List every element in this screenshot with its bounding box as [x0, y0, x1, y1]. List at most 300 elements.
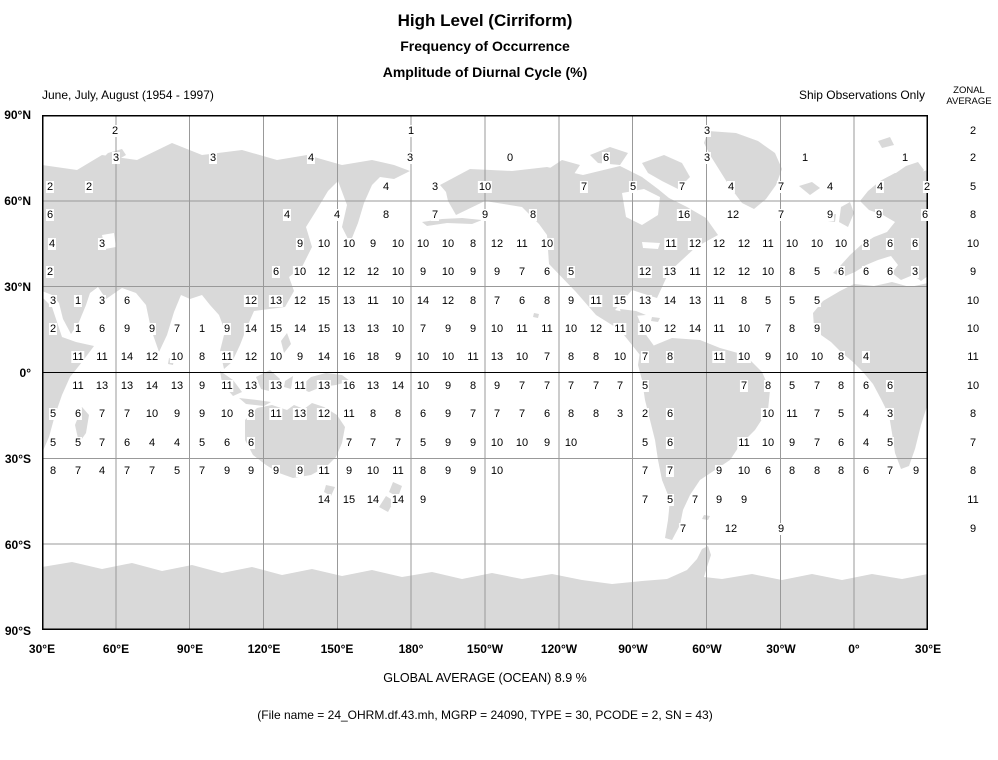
- grid-value: 9: [223, 323, 231, 335]
- grid-value: 14: [145, 380, 159, 392]
- lat-axis-label: 60°N: [4, 194, 31, 208]
- grid-value: 7: [886, 465, 894, 477]
- grid-value: 9: [198, 380, 206, 392]
- grid-value: 10: [515, 437, 529, 449]
- grid-value: 11: [713, 295, 725, 307]
- grid-value: 14: [366, 494, 380, 506]
- grid-value: 12: [244, 295, 258, 307]
- grid-value: 7: [123, 465, 131, 477]
- grid-value: 3: [112, 152, 120, 164]
- grid-value: 8: [764, 380, 772, 392]
- grid-value: 10: [515, 351, 529, 363]
- grid-value: 13: [342, 295, 356, 307]
- grid-value: 8: [788, 323, 796, 335]
- grid-value: 3: [703, 125, 711, 137]
- grid-value: 6: [223, 437, 231, 449]
- lon-axis-label: 90°W: [618, 642, 648, 656]
- grid-value: 6: [862, 266, 870, 278]
- grid-value: 7: [764, 323, 772, 335]
- grid-value: 5: [886, 437, 894, 449]
- grid-value: 11: [541, 323, 553, 335]
- grid-value: 14: [317, 494, 331, 506]
- grid-value: 11: [72, 380, 84, 392]
- grid-value: 13: [120, 380, 134, 392]
- lon-axis-label: 120°E: [247, 642, 281, 656]
- grid-value: 5: [641, 380, 649, 392]
- grid-value: 10: [441, 238, 455, 250]
- grid-value: 8: [837, 380, 845, 392]
- grid-value: 8: [837, 465, 845, 477]
- grid-value: 9: [826, 209, 834, 221]
- grid-value: 9: [444, 408, 452, 420]
- grid-value: 11: [689, 266, 701, 278]
- grid-value: 13: [366, 380, 380, 392]
- grid-value: 8: [788, 266, 796, 278]
- grid-value: 10: [220, 408, 234, 420]
- grid-value: 10: [170, 351, 184, 363]
- grid-value: 9: [419, 494, 427, 506]
- grid-value: 11: [96, 351, 108, 363]
- grid-value: 5: [837, 408, 845, 420]
- grid-value: 10: [342, 238, 356, 250]
- grid-value: 3: [911, 266, 919, 278]
- grid-value: 9: [764, 351, 772, 363]
- grid-value: 9: [788, 437, 796, 449]
- grid-value: 14: [391, 380, 405, 392]
- grid-value: 7: [74, 465, 82, 477]
- grid-value: 4: [727, 181, 735, 193]
- grid-value: 10: [737, 323, 751, 335]
- grid-value: 6: [862, 380, 870, 392]
- grid-value: 9: [875, 209, 883, 221]
- grid-value: 8: [469, 295, 477, 307]
- grid-value: 10: [737, 351, 751, 363]
- grid-value: 2: [46, 266, 54, 278]
- lat-axis-label: 0°: [19, 366, 31, 380]
- grid-value: 2: [46, 181, 54, 193]
- grid-value: 11: [72, 351, 84, 363]
- grid-value: 3: [209, 152, 217, 164]
- grid-value: 14: [391, 494, 405, 506]
- grid-value: 15: [613, 295, 627, 307]
- grid-value: 10: [441, 266, 455, 278]
- grid-value: 10: [810, 351, 824, 363]
- grid-value: 4: [862, 437, 870, 449]
- grid-value: 7: [691, 494, 699, 506]
- grid-value: 11: [614, 323, 626, 335]
- grid-value: 4: [148, 437, 156, 449]
- grid-value: 7: [518, 408, 526, 420]
- grid-value: 11: [367, 295, 379, 307]
- grid-value: 10: [293, 266, 307, 278]
- grid-value: 4: [876, 181, 884, 193]
- grid-value: 10: [785, 238, 799, 250]
- grid-value: 7: [777, 209, 785, 221]
- grid-value: 3: [616, 408, 624, 420]
- grid-value: 9: [912, 465, 920, 477]
- grid-value: 10: [145, 408, 159, 420]
- global-average-label: GLOBAL AVERAGE (OCEAN) 8.9 %: [383, 671, 587, 685]
- zonal-average-header-line2: AVERAGE: [946, 96, 992, 107]
- grid-value: 11: [343, 408, 355, 420]
- grid-value: 9: [123, 323, 131, 335]
- zonal-average-value: 2: [969, 125, 977, 137]
- grid-value: 7: [173, 323, 181, 335]
- grid-value: 10: [441, 351, 455, 363]
- grid-value: 12: [724, 523, 738, 535]
- grid-value: 13: [342, 323, 356, 335]
- grid-value: 7: [641, 465, 649, 477]
- grid-value: 10: [269, 351, 283, 363]
- grid-value: 6: [886, 238, 894, 250]
- grid-value: 13: [269, 380, 283, 392]
- grid-value: 9: [567, 295, 575, 307]
- grid-value: 9: [345, 465, 353, 477]
- grid-value: 8: [740, 295, 748, 307]
- grid-value: 10: [391, 238, 405, 250]
- grid-value: 7: [345, 437, 353, 449]
- grid-value: 13: [688, 295, 702, 307]
- grid-value: 9: [369, 238, 377, 250]
- grid-value: 12: [293, 295, 307, 307]
- grid-value: 8: [862, 238, 870, 250]
- grid-value: 3: [703, 152, 711, 164]
- grid-value: 11: [221, 380, 233, 392]
- grid-value: 12: [317, 266, 331, 278]
- grid-value: 11: [713, 351, 725, 363]
- lon-axis-label: 180°: [398, 642, 424, 656]
- grid-value: 10: [416, 351, 430, 363]
- grid-value: 6: [837, 437, 845, 449]
- zonal-average-value: 10: [966, 380, 980, 392]
- grid-value: 12: [737, 266, 751, 278]
- grid-value: 8: [592, 351, 600, 363]
- grid-value: 3: [406, 152, 414, 164]
- grid-value: 7: [580, 181, 588, 193]
- grid-value: 8: [666, 351, 674, 363]
- grid-value: 6: [74, 408, 82, 420]
- grid-value: 5: [813, 295, 821, 307]
- grid-value: 10: [416, 380, 430, 392]
- grid-value: 4: [173, 437, 181, 449]
- grid-value: 12: [663, 323, 677, 335]
- grid-value: 6: [911, 238, 919, 250]
- file-info-label: (File name = 24_OHRM.df.43.mh, MGRP = 24090, TYPE = 30, PCODE = 2, SN = 43): [257, 708, 713, 722]
- grid-value: 8: [543, 295, 551, 307]
- grid-value: 14: [120, 351, 134, 363]
- grid-value: 5: [641, 437, 649, 449]
- source-label: Ship Observations Only: [798, 88, 925, 102]
- grid-value: 5: [567, 266, 575, 278]
- grid-value: 6: [98, 323, 106, 335]
- grid-value: 6: [921, 209, 929, 221]
- grid-value: 10: [737, 465, 751, 477]
- grid-value: 14: [317, 351, 331, 363]
- grid-value: 6: [123, 437, 131, 449]
- grid-value: 11: [392, 465, 404, 477]
- grid-value: 9: [444, 437, 452, 449]
- grid-value: 13: [663, 266, 677, 278]
- grid-value: 9: [296, 465, 304, 477]
- grid-value: 9: [272, 465, 280, 477]
- grid-value: 13: [170, 380, 184, 392]
- grid-value: 9: [444, 465, 452, 477]
- grid-value: 3: [49, 295, 57, 307]
- grid-value: 7: [813, 408, 821, 420]
- grid-value: 4: [382, 181, 390, 193]
- grid-value: 14: [663, 295, 677, 307]
- zonal-average-header: [940, 85, 998, 107]
- grid-value: 13: [95, 380, 109, 392]
- grid-value: 7: [543, 351, 551, 363]
- grid-value: 7: [641, 351, 649, 363]
- grid-value: 10: [317, 238, 331, 250]
- grid-value: 15: [317, 323, 331, 335]
- grid-value: 5: [198, 437, 206, 449]
- grid-value: 7: [394, 437, 402, 449]
- grid-value: 3: [886, 408, 894, 420]
- grid-value: 12: [441, 295, 455, 307]
- grid-value: 10: [391, 323, 405, 335]
- grid-value: 10: [638, 323, 652, 335]
- grid-value: 12: [145, 351, 159, 363]
- grid-value: 12: [366, 266, 380, 278]
- grid-value: 7: [666, 465, 674, 477]
- grid-value: 6: [543, 408, 551, 420]
- grid-value: 8: [49, 465, 57, 477]
- grid-value: 12: [712, 266, 726, 278]
- grid-value: 16: [342, 380, 356, 392]
- grid-value: 4: [283, 209, 291, 221]
- grid-value: 13: [269, 295, 283, 307]
- lon-axis-label: 30°E: [914, 642, 942, 656]
- grid-value: 1: [74, 323, 82, 335]
- lon-axis-label: 0°: [848, 642, 860, 656]
- grid-value: 3: [98, 238, 106, 250]
- grid-value: 9: [223, 465, 231, 477]
- zonal-average-value: 8: [969, 209, 977, 221]
- lat-axis-label: 90°S: [4, 624, 31, 638]
- zonal-average-value: 9: [969, 266, 977, 278]
- grid-value: 4: [307, 152, 315, 164]
- grid-value: 9: [715, 494, 723, 506]
- grid-value: 8: [529, 209, 537, 221]
- grid-value: 10: [761, 408, 775, 420]
- grid-value: 6: [543, 266, 551, 278]
- grid-value: 12: [737, 238, 751, 250]
- grid-value: 8: [419, 465, 427, 477]
- grid-value: 10: [540, 238, 554, 250]
- grid-value: 1: [407, 125, 415, 137]
- page-subtitle-1: Frequency of Occurrence: [400, 38, 570, 54]
- grid-value: 9: [740, 494, 748, 506]
- grid-value: 7: [518, 266, 526, 278]
- grid-value: 5: [788, 295, 796, 307]
- grid-value: 8: [837, 351, 845, 363]
- grid-value: 14: [688, 323, 702, 335]
- grid-value: 12: [244, 351, 258, 363]
- grid-value: 15: [317, 295, 331, 307]
- zonal-average-value: 10: [966, 323, 980, 335]
- grid-value: 12: [490, 238, 504, 250]
- grid-value: 9: [444, 380, 452, 392]
- grid-value: 9: [469, 323, 477, 335]
- grid-value: 2: [111, 125, 119, 137]
- grid-value: 11: [738, 437, 750, 449]
- land-sri-lanka: [168, 358, 174, 365]
- grid-value: 6: [247, 437, 255, 449]
- lat-axis-label: 60°S: [4, 538, 31, 552]
- zonal-average-value: 10: [966, 238, 980, 250]
- grid-value: 10: [761, 437, 775, 449]
- grid-value: 9: [198, 408, 206, 420]
- grid-value: 8: [198, 351, 206, 363]
- grid-value: 6: [862, 465, 870, 477]
- page-subtitle-2: Amplitude of Diurnal Cycle (%): [382, 64, 588, 80]
- grid-value: 10: [761, 266, 775, 278]
- page-title: High Level (Cirriform): [397, 11, 573, 30]
- grid-value: 1: [74, 295, 82, 307]
- great-lakes: [642, 242, 660, 249]
- grid-value: 7: [123, 408, 131, 420]
- grid-value: 10: [391, 266, 405, 278]
- grid-value: 13: [244, 380, 258, 392]
- grid-value: 1: [198, 323, 206, 335]
- grid-value: 11: [713, 323, 725, 335]
- grid-value: 16: [342, 351, 356, 363]
- grid-value: 15: [342, 494, 356, 506]
- grid-value: 13: [366, 323, 380, 335]
- grid-value: 11: [516, 323, 528, 335]
- grid-value: 6: [886, 266, 894, 278]
- lon-axis-label: 60°W: [692, 642, 722, 656]
- grid-value: 5: [813, 266, 821, 278]
- grid-value: 10: [834, 238, 848, 250]
- grid-value: 8: [567, 351, 575, 363]
- zonal-average-value: 2: [969, 152, 977, 164]
- grid-value: 14: [244, 323, 258, 335]
- zonal-average-value: 8: [969, 408, 977, 420]
- grid-value: 13: [638, 295, 652, 307]
- grid-value: 12: [589, 323, 603, 335]
- grid-value: 9: [296, 238, 304, 250]
- grid-value: 9: [493, 266, 501, 278]
- grid-value: 5: [666, 494, 674, 506]
- grid-value: 6: [272, 266, 280, 278]
- grid-value: 10: [490, 465, 504, 477]
- zonal-average-header-line1: ZONAL: [953, 85, 985, 96]
- grid-value: 7: [679, 523, 687, 535]
- grid-value: 12: [317, 408, 331, 420]
- grid-value: 7: [518, 380, 526, 392]
- grid-value: 7: [616, 380, 624, 392]
- grid-value: 9: [173, 408, 181, 420]
- lon-axis-label: 150°E: [320, 642, 354, 656]
- grid-value: 7: [493, 408, 501, 420]
- lat-axis-label: 30°S: [4, 452, 31, 466]
- grid-value: 9: [813, 323, 821, 335]
- grid-value: 14: [293, 323, 307, 335]
- lon-axis-label: 30°W: [766, 642, 796, 656]
- zonal-average-value: 8: [969, 465, 977, 477]
- grid-value: 6: [123, 295, 131, 307]
- grid-value: 7: [98, 437, 106, 449]
- grid-value: 11: [762, 238, 774, 250]
- grid-value: 10: [564, 323, 578, 335]
- zonal-average-value: 11: [967, 494, 979, 506]
- grid-value: 1: [901, 152, 909, 164]
- grid-value: 7: [419, 323, 427, 335]
- grid-value: 7: [678, 181, 686, 193]
- grid-value: 10: [613, 351, 627, 363]
- grid-value: 11: [270, 408, 282, 420]
- lon-axis-label: 60°E: [102, 642, 130, 656]
- grid-value: 6: [46, 209, 54, 221]
- grid-value: 10: [478, 181, 492, 193]
- grid-value: 5: [764, 295, 772, 307]
- grid-value: 8: [813, 465, 821, 477]
- grid-value: 1: [801, 152, 809, 164]
- lon-axis-label: 150°W: [466, 642, 504, 656]
- zonal-average-value: 11: [967, 351, 979, 363]
- zonal-average-value: 7: [969, 437, 977, 449]
- grid-value: 7: [98, 408, 106, 420]
- grid-value: 7: [543, 380, 551, 392]
- grid-value: 9: [543, 437, 551, 449]
- grid-value: 7: [641, 494, 649, 506]
- grid-value: 10: [810, 238, 824, 250]
- grid-value: 4: [862, 408, 870, 420]
- grid-value: 7: [369, 437, 377, 449]
- grid-value: 14: [416, 295, 430, 307]
- lon-axis-label: 120°W: [540, 642, 578, 656]
- grid-value: 2: [923, 181, 931, 193]
- grid-value: 9: [715, 465, 723, 477]
- grid-value: 12: [342, 266, 356, 278]
- grid-value: 9: [394, 351, 402, 363]
- lat-axis-label: 90°N: [4, 108, 31, 122]
- grid-value: 6: [666, 437, 674, 449]
- grid-value: 8: [394, 408, 402, 420]
- lon-axis-label: 90°E: [176, 642, 204, 656]
- grid-value: 7: [777, 181, 785, 193]
- grid-value: 7: [592, 380, 600, 392]
- grid-value: 10: [564, 437, 578, 449]
- grid-value: 8: [788, 465, 796, 477]
- grid-value: 6: [518, 295, 526, 307]
- grid-value: 11: [318, 465, 330, 477]
- grid-value: 6: [837, 266, 845, 278]
- grid-value: 11: [590, 295, 602, 307]
- grid-value: 11: [786, 408, 798, 420]
- grid-value: 5: [74, 437, 82, 449]
- grid-value: 13: [317, 380, 331, 392]
- grid-value: 16: [677, 209, 691, 221]
- grid-value: 10: [490, 437, 504, 449]
- grid-value: 12: [726, 209, 740, 221]
- grid-value: 11: [467, 351, 479, 363]
- grid-value: 12: [638, 266, 652, 278]
- grid-value: 8: [247, 408, 255, 420]
- grid-value: 5: [419, 437, 427, 449]
- grid-value: 8: [369, 408, 377, 420]
- grid-value: 5: [49, 408, 57, 420]
- grid-value: 5: [49, 437, 57, 449]
- grid-value: 12: [712, 238, 726, 250]
- grid-value: 6: [602, 152, 610, 164]
- grid-value: 10: [785, 351, 799, 363]
- world-map: [42, 115, 928, 630]
